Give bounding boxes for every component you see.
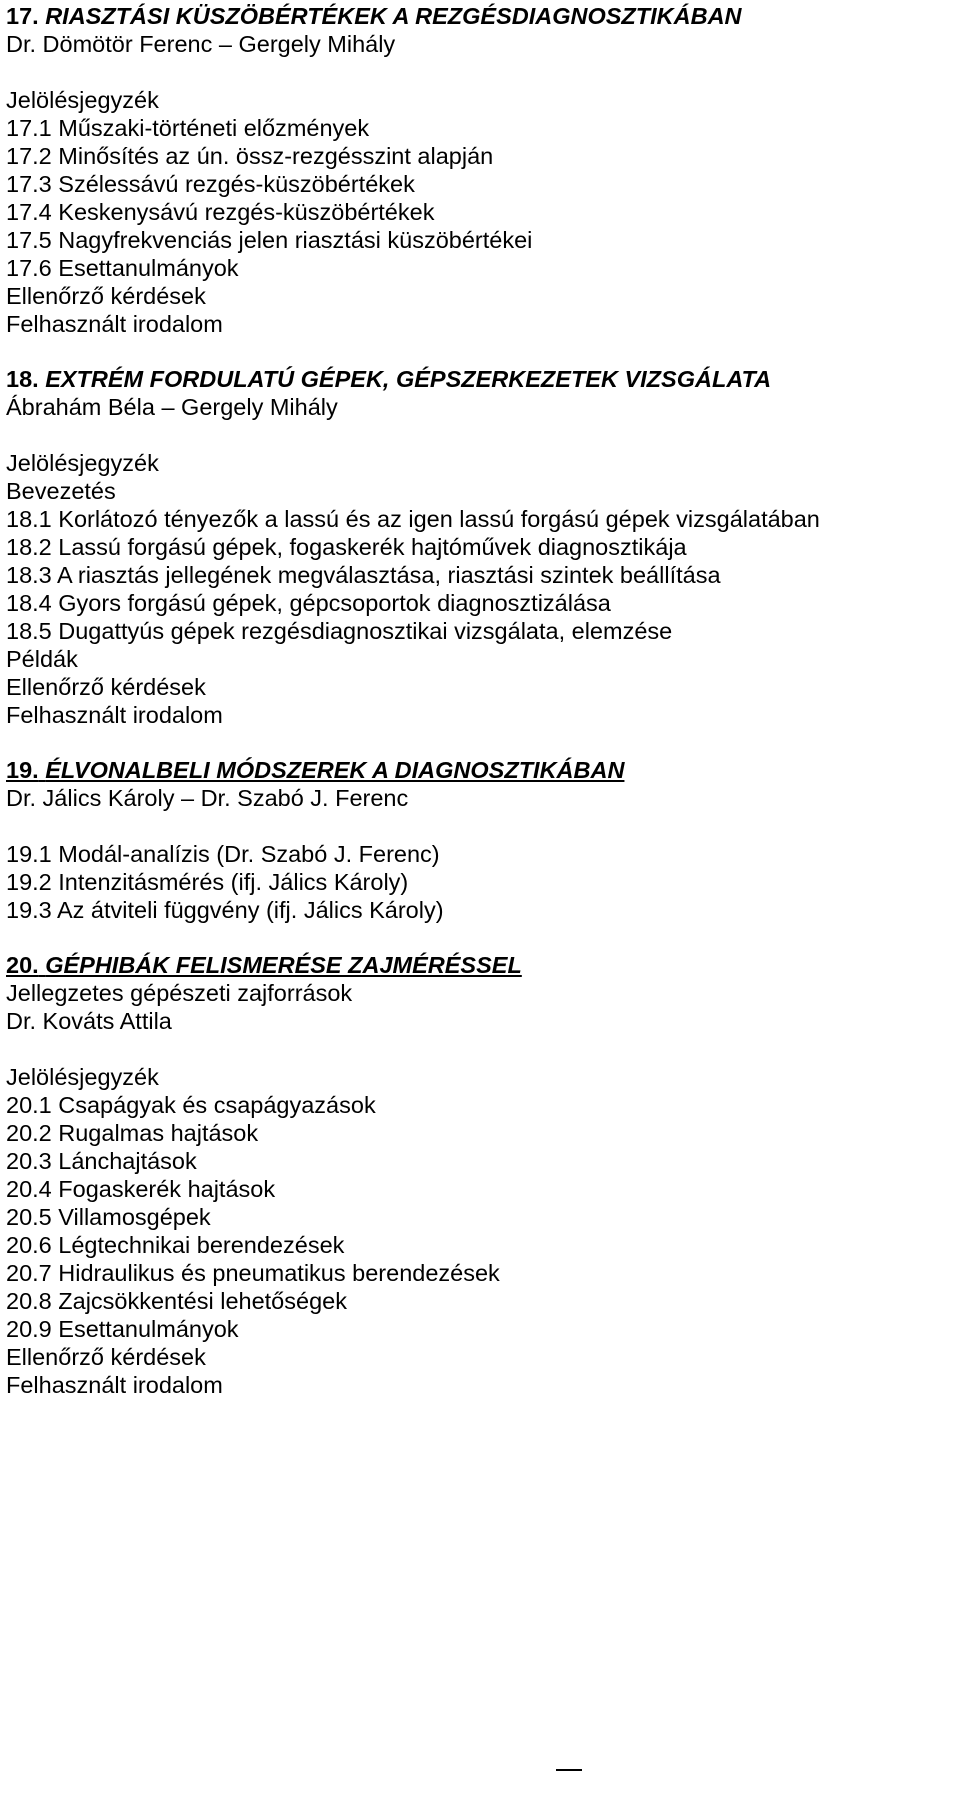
toc-item: 18.2 Lassú forgású gépek, fogaskerék hajtóművek diagnosztikája: [6, 534, 687, 560]
chapter-19-heading: [6, 756, 624, 784]
toc-item: Felhasznált irodalom: [6, 311, 223, 337]
toc-item: 19.2 Intenzitásmérés (ifj. Jálics Károly): [6, 869, 409, 895]
toc-item: 17.2 Minősítés az ún. össz-rezgésszint alapján: [6, 143, 494, 169]
toc-item: 20.6 Légtechnikai berendezések: [6, 1232, 345, 1258]
chapter-number: 19.: [6, 757, 39, 783]
chapter-20-authors: Dr. Kováts Attila: [6, 1008, 172, 1034]
toc-item: Jelölésjegyzék: [6, 1064, 159, 1090]
toc-item: Jelölésjegyzék: [6, 450, 159, 476]
toc-item: Ellenőrző kérdések: [6, 283, 206, 309]
toc-item: 19.3 Az átviteli függvény (ifj. Jálics Károly): [6, 897, 444, 923]
toc-item: Jelölésjegyzék: [6, 87, 159, 113]
page-marker-dash: [556, 1769, 582, 1771]
chapter-title: RIASZTÁSI KÜSZÖBÉRTÉKEK A REZGÉSDIAGNOSZTIKÁBAN: [45, 3, 742, 29]
chapter-18-authors: Ábrahám Béla – Gergely Mihály: [6, 394, 338, 420]
toc-item: 18.4 Gyors forgású gépek, gépcsoportok diagnosztizálása: [6, 590, 611, 616]
toc-item: 19.1 Modál-analízis (Dr. Szabó J. Ferenc): [6, 841, 440, 867]
toc-item: 20.2 Rugalmas hajtások: [6, 1120, 259, 1146]
toc-item: Példák: [6, 646, 78, 672]
chapter-17-authors: Dr. Dömötör Ferenc – Gergely Mihály: [6, 31, 396, 57]
chapter-20-subtitle: Jellegzetes gépészeti zajforrások: [6, 980, 353, 1006]
toc-item: 18.1 Korlátozó tényezők a lassú és az igen lassú forgású gépek vizsgálatában: [6, 506, 820, 532]
toc-item: 18.5 Dugattyús gépek rezgésdiagnosztikai vizsgálata, elemzése: [6, 618, 673, 644]
toc-item: 20.7 Hidraulikus és pneumatikus berendezések: [6, 1260, 500, 1286]
toc-item: 17.3 Szélessávú rezgés-küszöbértékek: [6, 171, 415, 197]
toc-item: 20.5 Villamosgépek: [6, 1204, 211, 1230]
toc-item: 17.6 Esettanulmányok: [6, 255, 239, 281]
toc-item: 17.1 Műszaki-történeti előzmények: [6, 115, 370, 141]
chapter-number: 20.: [6, 952, 39, 978]
toc-item: Felhasznált irodalom: [6, 1372, 223, 1398]
chapter-number: 18.: [6, 366, 39, 392]
toc-item: 20.3 Lánchajtások: [6, 1148, 197, 1174]
toc-item: 20.8 Zajcsökkentési lehetőségek: [6, 1288, 347, 1314]
toc-item: 20.4 Fogaskerék hajtások: [6, 1176, 276, 1202]
chapter-20-heading: [6, 951, 522, 979]
toc-item: 20.1 Csapágyak és csapágyazások: [6, 1092, 376, 1118]
chapter-title: GÉPHIBÁK FELISMERÉSE ZAJMÉRÉSSEL: [45, 952, 522, 978]
chapter-18-heading: [6, 365, 771, 393]
toc-item: 17.4 Keskenysávú rezgés-küszöbértékek: [6, 199, 435, 225]
chapter-17-heading: [6, 2, 742, 30]
toc-item: 20.9 Esettanulmányok: [6, 1316, 239, 1342]
chapter-title: ÉLVONALBELI MÓDSZEREK A DIAGNOSZTIKÁBAN: [45, 757, 625, 783]
toc-item: Ellenőrző kérdések: [6, 1344, 206, 1370]
chapter-number: 17.: [6, 3, 39, 29]
toc-item: 18.3 A riasztás jellegének megválasztása, riasztási szintek beállítása: [6, 562, 721, 588]
toc-item: Felhasznált irodalom: [6, 702, 223, 728]
toc-item: 17.5 Nagyfrekvenciás jelen riasztási küszöbértékei: [6, 227, 533, 253]
toc-item: Bevezetés: [6, 478, 116, 504]
chapter-title: EXTRÉM FORDULATÚ GÉPEK, GÉPSZERKEZETEK VIZSGÁLATA: [45, 366, 772, 392]
chapter-19-authors: Dr. Jálics Károly – Dr. Szabó J. Ferenc: [6, 785, 409, 811]
toc-item: Ellenőrző kérdések: [6, 674, 206, 700]
